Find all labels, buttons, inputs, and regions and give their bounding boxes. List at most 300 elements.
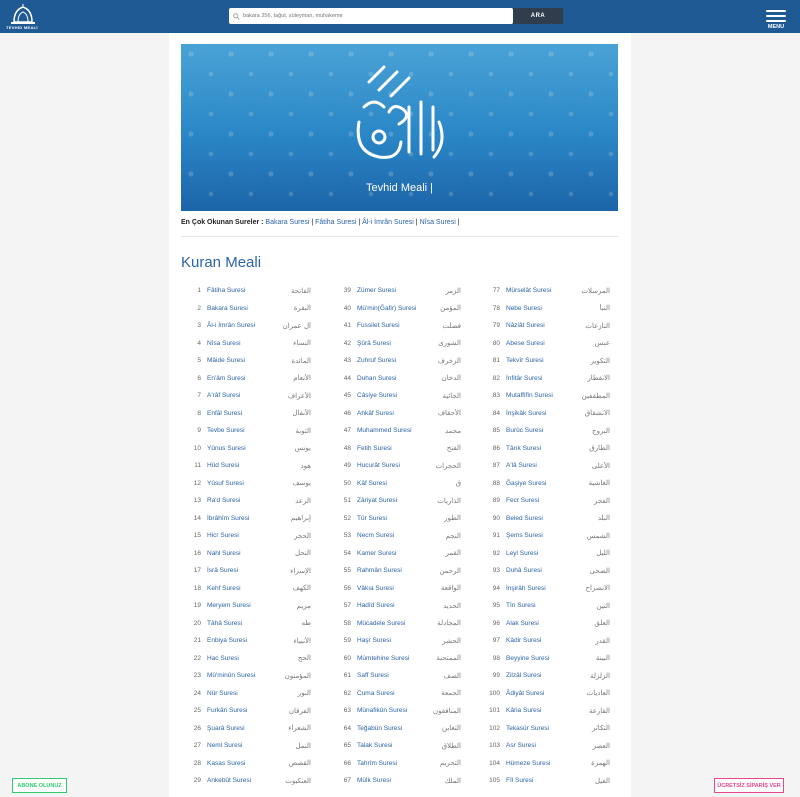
surah-row[interactable] <box>331 440 461 458</box>
surah-link[interactable]: Mü'minûn Suresi <box>207 672 256 680</box>
surah-row[interactable] <box>480 405 610 423</box>
surah-link[interactable]: Fâtiha Suresi <box>207 287 246 295</box>
surah-row[interactable] <box>181 615 311 633</box>
surah-row[interactable] <box>181 650 311 668</box>
surah-row[interactable] <box>331 597 461 615</box>
surah-link[interactable]: Tûr Suresi <box>357 514 387 522</box>
surah-link[interactable]: Meryem Suresi <box>207 602 251 610</box>
surah-link[interactable]: A'râf Suresi <box>207 392 241 400</box>
surah-number: 2 <box>197 304 201 312</box>
surah-row[interactable] <box>480 597 610 615</box>
surah-link[interactable]: Mülk Suresi <box>357 777 391 785</box>
surah-row[interactable] <box>480 317 610 335</box>
surah-number: 47 <box>343 427 351 435</box>
surah-row[interactable] <box>181 597 311 615</box>
surah-link[interactable]: Tahrîm Suresi <box>357 759 398 767</box>
surah-link[interactable]: Zuhruf Suresi <box>357 357 397 365</box>
surah-link[interactable]: İnşirâh Suresi <box>506 584 546 592</box>
surah-arabic-name: الطلاق <box>441 741 461 750</box>
surah-row[interactable] <box>181 527 311 545</box>
surah-link[interactable]: Şuarâ Suresi <box>207 724 245 732</box>
quran-calligraphy-icon <box>339 62 459 172</box>
surah-number: 86 <box>492 444 500 452</box>
surah-link[interactable]: Mücadele Suresi <box>357 619 406 627</box>
surah-row[interactable] <box>331 370 461 388</box>
surah-arabic-name: الإسراء <box>290 566 311 575</box>
surah-link[interactable]: Tekasür Suresi <box>506 724 549 732</box>
surah-row[interactable] <box>480 492 610 510</box>
surah-row[interactable] <box>331 335 461 353</box>
surah-arabic-name: القارعة <box>588 706 610 715</box>
surah-number: 93 <box>492 567 500 575</box>
surah-arabic-name: الزخرف <box>437 356 461 365</box>
surah-link[interactable]: Kamer Suresi <box>357 549 397 557</box>
surah-link[interactable]: Kehf Suresi <box>207 584 241 592</box>
surah-arabic-name: الجاثية <box>442 391 461 400</box>
surah-link[interactable]: Duhan Suresi <box>357 374 397 382</box>
menu-label: MENU <box>767 24 785 30</box>
surah-number: 7 <box>197 392 201 400</box>
surah-row[interactable] <box>331 737 461 755</box>
surah-arabic-name: المؤمنون <box>284 671 311 680</box>
surah-number: 26 <box>193 724 201 732</box>
surah-row[interactable] <box>181 510 311 528</box>
surah-row[interactable] <box>331 282 461 300</box>
surah-link[interactable]: Nebe Suresi <box>506 304 542 312</box>
surah-number: 90 <box>492 514 500 522</box>
popular-link-bakara[interactable]: Bakara Suresi <box>265 219 310 226</box>
surah-arabic-name: فصلت <box>442 321 461 330</box>
popular-link-nisa[interactable]: Nîsa Suresi <box>419 219 456 226</box>
surah-row[interactable] <box>181 702 311 720</box>
popular-link-fatiha[interactable]: Fâtiha Suresi <box>315 219 357 226</box>
surah-row[interactable] <box>331 422 461 440</box>
surah-link[interactable]: Hadîd Suresi <box>357 602 395 610</box>
surah-row[interactable] <box>480 650 610 668</box>
surah-link[interactable]: Duhâ Suresi <box>506 567 542 575</box>
surah-link[interactable]: Zâriyat Suresi <box>357 497 398 505</box>
surah-row[interactable] <box>480 387 610 405</box>
surah-row[interactable] <box>181 562 311 580</box>
surah-link[interactable]: Neml Suresi <box>207 742 243 750</box>
surah-number: 85 <box>492 427 500 435</box>
popular-surahs: En Çok Okunan Sureler : Bakara Suresi | Fâtiha Suresi | Âl-i İmrân Suresi | Nîsa Suresi | <box>181 219 460 226</box>
surah-number: 27 <box>193 742 201 750</box>
surah-row[interactable] <box>480 755 610 773</box>
surah-link[interactable]: Beyyine Suresi <box>506 654 550 662</box>
surah-row[interactable] <box>181 335 311 353</box>
surah-link[interactable]: Fîl Suresi <box>506 777 534 785</box>
surah-arabic-name: الواقعة <box>440 584 461 593</box>
surah-number: 104 <box>489 759 500 767</box>
surah-link[interactable]: Yûsuf Suresi <box>207 479 244 487</box>
surah-row[interactable] <box>331 755 461 773</box>
surah-row[interactable] <box>331 475 461 493</box>
surah-number: 52 <box>343 514 351 522</box>
surah-row[interactable] <box>331 527 461 545</box>
surah-number: 19 <box>193 602 201 610</box>
surah-number: 14 <box>193 514 201 522</box>
surah-arabic-name: المائدة <box>291 356 311 365</box>
surah-link[interactable]: Âdiyât Suresi <box>506 689 545 697</box>
surah-number: 88 <box>492 479 500 487</box>
search-input[interactable] <box>243 13 505 19</box>
surah-link[interactable]: Münafikûn Suresi <box>357 707 408 715</box>
surah-arabic-name: الشورى <box>438 339 461 348</box>
surah-link[interactable]: Nahl Suresi <box>207 549 241 557</box>
surah-row[interactable] <box>331 615 461 633</box>
surah-row[interactable] <box>480 510 610 528</box>
surah-number: 21 <box>193 637 201 645</box>
surah-row[interactable] <box>331 457 461 475</box>
surah-link[interactable]: Vâkıa Suresi <box>357 584 394 592</box>
logo-text: TEVHİD MEALİ <box>6 25 38 30</box>
surah-row[interactable] <box>480 720 610 738</box>
surah-row[interactable] <box>181 405 311 423</box>
surah-arabic-name: الغاشية <box>588 479 610 488</box>
surah-arabic-name: الأعلى <box>591 461 610 470</box>
surah-row[interactable] <box>480 615 610 633</box>
surah-row[interactable] <box>331 405 461 423</box>
surah-link[interactable]: En'âm Suresi <box>207 374 246 382</box>
surah-number: 89 <box>492 497 500 505</box>
surah-link[interactable]: Talak Suresi <box>357 742 393 750</box>
search-button[interactable]: ARA <box>513 8 563 24</box>
surah-number: 22 <box>193 654 201 662</box>
surah-row[interactable] <box>331 632 461 650</box>
surah-arabic-name: النجم <box>445 531 461 540</box>
surah-number: 84 <box>492 409 500 417</box>
surah-arabic-name: العاديات <box>586 689 610 698</box>
menu-button[interactable] <box>766 10 786 30</box>
surah-number: 1 <box>197 287 201 295</box>
surah-number: 17 <box>193 567 201 575</box>
surah-row[interactable] <box>480 352 610 370</box>
surah-link[interactable]: İnfitâr Suresi <box>506 374 543 382</box>
surah-column-2 <box>331 282 461 790</box>
surah-link[interactable]: Cuma Suresi <box>357 689 395 697</box>
surah-number: 100 <box>489 689 500 697</box>
surah-number: 78 <box>492 304 500 312</box>
surah-link[interactable]: İbrâhîm Suresi <box>207 514 250 522</box>
surah-link[interactable]: Ahkâf Suresi <box>357 409 394 417</box>
surah-link[interactable]: Muhammed Suresi <box>357 427 412 435</box>
surah-row[interactable] <box>480 667 610 685</box>
surah-link[interactable]: Furkân Suresi <box>207 707 248 715</box>
surah-arabic-name: النساء <box>293 339 311 348</box>
surah-row[interactable] <box>480 475 610 493</box>
surah-row[interactable] <box>480 300 610 318</box>
surah-number: 97 <box>492 637 500 645</box>
surah-arabic-name: الأنفال <box>292 409 311 418</box>
surah-arabic-name: النور <box>297 689 311 698</box>
surah-row[interactable] <box>181 352 311 370</box>
surah-number: 40 <box>343 304 351 312</box>
surah-link[interactable]: Saff Suresi <box>357 672 389 680</box>
surah-link[interactable]: Teğabün Suresi <box>357 724 403 732</box>
surah-link[interactable]: Ra'd Suresi <box>207 497 241 505</box>
surah-row[interactable] <box>181 370 311 388</box>
surah-number: 99 <box>492 672 500 680</box>
surah-arabic-name: الفجر <box>594 496 610 505</box>
surah-link[interactable]: Fetih Suresi <box>357 444 392 452</box>
surah-row[interactable] <box>480 457 610 475</box>
surah-row[interactable] <box>331 650 461 668</box>
surah-number: 63 <box>343 707 351 715</box>
surah-link[interactable]: Mümtehine Suresi <box>357 654 410 662</box>
surah-number: 62 <box>343 689 351 697</box>
surah-row[interactable] <box>181 282 311 300</box>
surah-arabic-name: البلد <box>597 514 610 523</box>
surah-row[interactable] <box>331 772 461 790</box>
surah-link[interactable]: Burûc Suresi <box>506 427 544 435</box>
surah-link[interactable]: Câsiye Suresi <box>357 392 398 400</box>
surah-row[interactable] <box>331 510 461 528</box>
surah-row[interactable] <box>331 387 461 405</box>
surah-link[interactable]: Ankebût Suresi <box>207 777 252 785</box>
surah-number: 15 <box>193 532 201 540</box>
surah-number: 44 <box>343 374 351 382</box>
surah-arabic-name: العصر <box>592 741 610 750</box>
surah-number: 25 <box>193 707 201 715</box>
surah-link[interactable]: Beled Suresi <box>506 514 543 522</box>
surah-link[interactable]: İnşikâk Suresi <box>506 409 547 417</box>
surah-row[interactable] <box>181 667 311 685</box>
surah-link[interactable]: Enbiya Suresi <box>207 637 248 645</box>
surah-number: 29 <box>193 777 201 785</box>
surah-link[interactable]: Fecr Suresi <box>506 497 540 505</box>
surah-row[interactable] <box>480 702 610 720</box>
hero-title: Tevhid Meali | <box>365 182 434 194</box>
surah-link[interactable]: Alak Suresi <box>506 619 539 627</box>
surah-number: 41 <box>343 322 351 330</box>
popular-link-ali-imran[interactable]: Âl-i İmrân Suresi <box>362 219 414 226</box>
surah-arabic-name: النمل <box>295 741 311 750</box>
surah-number: 58 <box>343 619 351 627</box>
surah-number: 60 <box>343 654 351 662</box>
surah-link[interactable]: Kâdir Suresi <box>506 637 542 645</box>
surah-arabic-name: الحجرات <box>435 461 461 470</box>
surah-arabic-name: طه <box>301 619 311 628</box>
surah-arabic-name: الذاريات <box>437 496 461 505</box>
surah-row[interactable] <box>331 580 461 598</box>
surah-arabic-name: الطارق <box>589 444 610 453</box>
surah-link[interactable]: Tevbe Suresi <box>207 427 245 435</box>
surah-link[interactable]: Şems Suresi <box>506 532 543 540</box>
surah-number: 81 <box>492 357 500 365</box>
surah-link[interactable]: Leyl Suresi <box>506 549 539 557</box>
surah-link[interactable]: Asr Suresi <box>506 742 536 750</box>
surah-link[interactable]: Kâria Suresi <box>506 707 542 715</box>
surah-number: 65 <box>343 742 351 750</box>
surah-row[interactable] <box>331 702 461 720</box>
surah-link[interactable]: Abese Suresi <box>506 339 545 347</box>
surah-link[interactable]: Rahmân Suresi <box>357 567 402 575</box>
surah-link[interactable]: Haşr Suresi <box>357 637 391 645</box>
surah-row[interactable] <box>181 492 311 510</box>
surah-row[interactable] <box>480 562 610 580</box>
surah-row[interactable] <box>331 492 461 510</box>
surah-arabic-name: الأنعام <box>293 374 311 383</box>
surah-number: 16 <box>193 549 201 557</box>
surah-link[interactable]: Zümer Suresi <box>357 287 397 295</box>
surah-arabic-name: النازعات <box>585 321 610 330</box>
surah-number: 6 <box>197 374 201 382</box>
surah-arabic-name: العلق <box>594 619 610 628</box>
surah-row[interactable] <box>181 632 311 650</box>
surah-link[interactable]: Âl-i İmrân Suresi <box>207 322 256 330</box>
surah-link[interactable]: Hac Suresi <box>207 654 239 662</box>
surah-arabic-name: الدخان <box>441 374 461 383</box>
surah-row[interactable] <box>181 720 311 738</box>
surah-link[interactable]: A'lâ Suresi <box>506 462 537 470</box>
surah-link[interactable]: Kâf Suresi <box>357 479 387 487</box>
surah-row[interactable] <box>480 632 610 650</box>
surah-link[interactable]: Kasas Suresi <box>207 759 246 767</box>
surah-row[interactable] <box>480 422 610 440</box>
surah-column-1 <box>181 282 311 790</box>
subscribe-button[interactable]: ABONE OLUNUZ <box>12 778 67 793</box>
surah-row[interactable] <box>181 580 311 598</box>
surah-link[interactable]: Mâide Suresi <box>207 357 245 365</box>
free-order-button[interactable]: ÜCRETSİZ SİPARİŞ VER <box>714 778 784 793</box>
surah-row[interactable] <box>480 440 610 458</box>
surah-arabic-name: الطور <box>444 514 461 523</box>
surah-row[interactable] <box>480 545 610 563</box>
surah-row[interactable] <box>181 772 311 790</box>
surah-link[interactable]: Fussilet Suresi <box>357 322 400 330</box>
surah-link[interactable]: Hicr Suresi <box>207 532 239 540</box>
surah-link[interactable]: Necm Suresi <box>357 532 395 540</box>
surah-arabic-name: التكاثر <box>592 724 610 733</box>
surah-number: 3 <box>197 322 201 330</box>
surah-link[interactable]: Tîn Suresi <box>506 602 536 610</box>
hamburger-icon <box>766 10 786 22</box>
surah-arabic-name: عبس <box>594 339 610 348</box>
surah-link[interactable]: Hûd Suresi <box>207 462 240 470</box>
surah-row[interactable] <box>181 300 311 318</box>
surah-row[interactable] <box>480 737 610 755</box>
surah-number: 49 <box>343 462 351 470</box>
surah-row[interactable] <box>480 685 610 703</box>
surah-number: 5 <box>197 357 201 365</box>
search-box[interactable] <box>229 8 513 24</box>
surah-link[interactable]: Şûrâ Suresi <box>357 339 391 347</box>
surah-row[interactable] <box>331 352 461 370</box>
surah-number: 42 <box>343 339 351 347</box>
surah-row[interactable] <box>181 317 311 335</box>
surah-arabic-name: البقرة <box>293 304 311 313</box>
surah-row[interactable] <box>331 685 461 703</box>
surah-number: 94 <box>492 584 500 592</box>
surah-link[interactable]: Yûnus Suresi <box>207 444 246 452</box>
surah-row[interactable] <box>331 720 461 738</box>
surah-number: 45 <box>343 392 351 400</box>
surah-row[interactable] <box>181 737 311 755</box>
surah-link[interactable]: Mürselât Suresi <box>506 287 552 295</box>
surah-link[interactable]: Zilzâl Suresi <box>506 672 542 680</box>
popular-label: En Çok Okunan Sureler : <box>181 219 264 226</box>
surah-row[interactable] <box>331 562 461 580</box>
surah-row[interactable] <box>331 667 461 685</box>
surah-arabic-name: المنافقون <box>432 706 461 715</box>
surah-number: 9 <box>197 427 201 435</box>
surah-arabic-name: القدر <box>595 636 610 645</box>
surah-number: 87 <box>492 462 500 470</box>
surah-number: 54 <box>343 549 351 557</box>
surah-row[interactable] <box>331 545 461 563</box>
surah-arabic-name: هود <box>300 461 311 470</box>
surah-link[interactable]: Hucurât Suresi <box>357 462 400 470</box>
surah-arabic-name: الفرقان <box>288 706 311 715</box>
surah-row[interactable] <box>331 317 461 335</box>
surah-row[interactable] <box>181 685 311 703</box>
surah-row[interactable] <box>480 527 610 545</box>
surah-arabic-name: الحديد <box>443 601 461 610</box>
surah-link[interactable]: Târık Suresi <box>506 444 542 452</box>
surah-link[interactable]: İsrâ Suresi <box>207 567 239 575</box>
surah-number: 8 <box>197 409 201 417</box>
surah-link[interactable]: Tekvîr Suresi <box>506 357 544 365</box>
surah-link[interactable]: Enfâl Suresi <box>207 409 243 417</box>
surah-arabic-name: الكهف <box>292 584 311 593</box>
surah-arabic-name: الحشر <box>442 636 461 645</box>
surah-link[interactable]: Mutaffifîn Suresi <box>506 392 553 400</box>
surah-row[interactable] <box>480 580 610 598</box>
surah-row[interactable] <box>181 545 311 563</box>
surah-row[interactable] <box>480 370 610 388</box>
surah-row[interactable] <box>181 475 311 493</box>
surah-number: 67 <box>343 777 351 785</box>
surah-number: 50 <box>343 479 351 487</box>
surah-row[interactable] <box>480 335 610 353</box>
surah-row[interactable] <box>480 282 610 300</box>
surah-row[interactable] <box>480 772 610 790</box>
surah-number: 20 <box>193 619 201 627</box>
surah-row[interactable] <box>181 457 311 475</box>
surah-link[interactable]: Bakara Suresi <box>207 304 248 312</box>
surah-arabic-name: المؤمن <box>440 304 461 313</box>
surah-arabic-name: الانشقاق <box>584 409 610 418</box>
surah-number: 101 <box>489 707 500 715</box>
surah-row[interactable] <box>181 387 311 405</box>
surah-number: 91 <box>492 532 500 540</box>
surah-number: 57 <box>343 602 351 610</box>
surah-number: 98 <box>492 654 500 662</box>
surah-link[interactable]: Nîsa Suresi <box>207 339 241 347</box>
surah-row[interactable] <box>181 755 311 773</box>
surah-number: 53 <box>343 532 351 540</box>
hero-banner <box>181 44 618 211</box>
surah-arabic-name: الفيل <box>594 776 610 785</box>
surah-number: 11 <box>194 462 201 470</box>
surah-row[interactable] <box>181 440 311 458</box>
surah-link[interactable]: Nâziât Suresi <box>506 322 545 330</box>
surah-number: 64 <box>343 724 351 732</box>
surah-arabic-name: الأعراف <box>287 391 311 400</box>
surah-link[interactable]: Nûr Suresi <box>207 689 238 697</box>
surah-link[interactable]: Mü'min(Ğafir) Suresi <box>357 304 417 312</box>
surah-row[interactable] <box>181 422 311 440</box>
surah-link[interactable]: Tâhâ Suresi <box>207 619 243 627</box>
surah-row[interactable] <box>331 300 461 318</box>
surah-arabic-name: الحجر <box>294 531 311 540</box>
surah-link[interactable]: Ğaşiye Suresi <box>506 479 547 487</box>
surah-arabic-name: ق <box>455 479 461 488</box>
surah-link[interactable]: Hümeze Suresi <box>506 759 551 767</box>
surah-number: 4 <box>197 339 201 347</box>
surah-arabic-name: القصص <box>288 759 311 768</box>
